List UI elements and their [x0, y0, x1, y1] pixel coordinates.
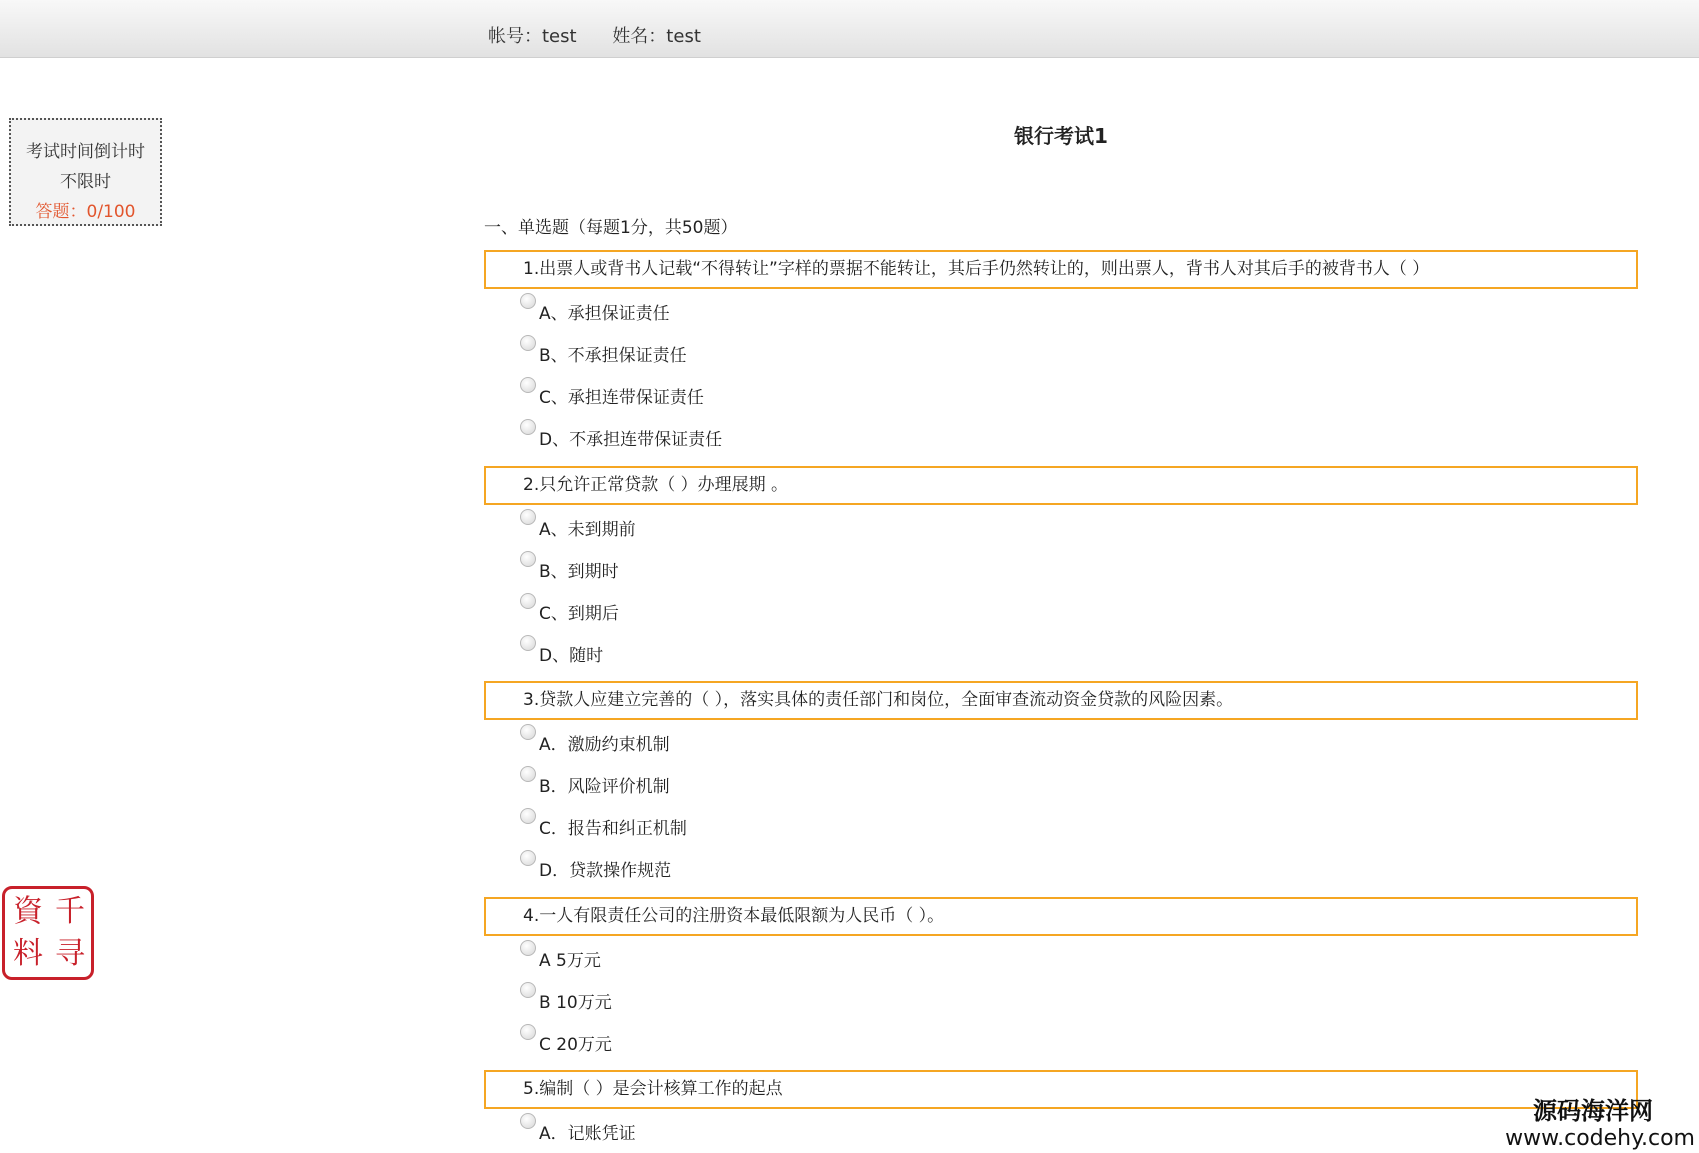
option-label[interactable]: A 5万元 [539, 951, 601, 971]
radio-button[interactable] [520, 293, 536, 309]
top-bar [0, 0, 1699, 58]
timer-panel [9, 118, 162, 226]
seal-stamp-logo [2, 886, 94, 980]
answer-progress: 答题：0/100 [35, 202, 136, 222]
question-5: 5.编制（ ）是会计核算工作的起点 [484, 1070, 1638, 1109]
option-label[interactable]: C、承担连带保证责任 [539, 388, 704, 408]
option-label[interactable]: A、未到期前 [539, 520, 636, 540]
radio-button[interactable] [520, 982, 536, 998]
option-label[interactable]: D、随时 [539, 646, 604, 666]
radio-button[interactable] [520, 593, 536, 609]
radio-button[interactable] [520, 635, 536, 651]
site-watermark [1469, 1097, 1699, 1153]
watermark-url: www.codehy.com [1469, 1125, 1699, 1153]
option-label[interactable]: B 10万元 [539, 993, 612, 1013]
seal-char: 料 [13, 936, 43, 971]
name-label: 姓名：test [612, 26, 701, 47]
question-3: 3.贷款人应建立完善的（ ），落实具体的责任部门和岗位，全面审查流动资金贷款的风险因素。 [484, 681, 1638, 720]
radio-button[interactable] [520, 766, 536, 782]
radio-button[interactable] [520, 850, 536, 866]
radio-button[interactable] [520, 808, 536, 824]
radio-button[interactable] [520, 1024, 536, 1040]
seal-char: 千 [55, 894, 85, 929]
radio-button[interactable] [520, 377, 536, 393]
timer-remaining: 不限时 [60, 172, 111, 192]
seal-char: 資 [13, 894, 43, 929]
option-label[interactable]: B、不承担保证责任 [539, 346, 687, 366]
radio-button[interactable] [520, 335, 536, 351]
radio-button[interactable] [520, 940, 536, 956]
radio-button[interactable] [520, 509, 536, 525]
radio-button[interactable] [520, 551, 536, 567]
option-label[interactable]: B．风险评价机制 [539, 777, 670, 797]
question-2: 2.只允许正常贷款（ ）办理展期 。 [484, 466, 1638, 505]
account-label: 帐号：test [488, 26, 577, 47]
timer-title: 考试时间倒计时 [26, 142, 145, 162]
option-label[interactable]: D、不承担连带保证责任 [539, 430, 723, 450]
option-label[interactable]: B、到期时 [539, 562, 619, 582]
seal-char: 寻 [55, 936, 85, 971]
option-label[interactable]: A、承担保证责任 [539, 304, 670, 324]
exam-title: 银行考试1 [1014, 124, 1108, 148]
option-label[interactable]: C．报告和纠正机制 [539, 819, 687, 839]
option-label[interactable]: A．记账凭证 [539, 1124, 636, 1144]
option-label[interactable]: C 20万元 [539, 1035, 612, 1055]
watermark-name: 源码海洋网 [1533, 1097, 1653, 1125]
question-1: 1.出票人或背书人记载“不得转让”字样的票据不能转让，其后手仍然转让的，则出票人，背书人对其后手的被背书人（ ） [484, 250, 1638, 289]
user-info [488, 22, 701, 48]
radio-button[interactable] [520, 419, 536, 435]
option-label[interactable]: C、到期后 [539, 604, 619, 624]
radio-button[interactable] [520, 1113, 536, 1129]
question-4: 4.一人有限责任公司的注册资本最低限额为人民币（ ）。 [484, 897, 1638, 936]
section-title: 一、单选题（每题1分，共50题） [484, 218, 738, 238]
option-label[interactable]: A．激励约束机制 [539, 735, 670, 755]
radio-button[interactable] [520, 724, 536, 740]
option-label[interactable]: D．贷款操作规范 [539, 861, 672, 881]
